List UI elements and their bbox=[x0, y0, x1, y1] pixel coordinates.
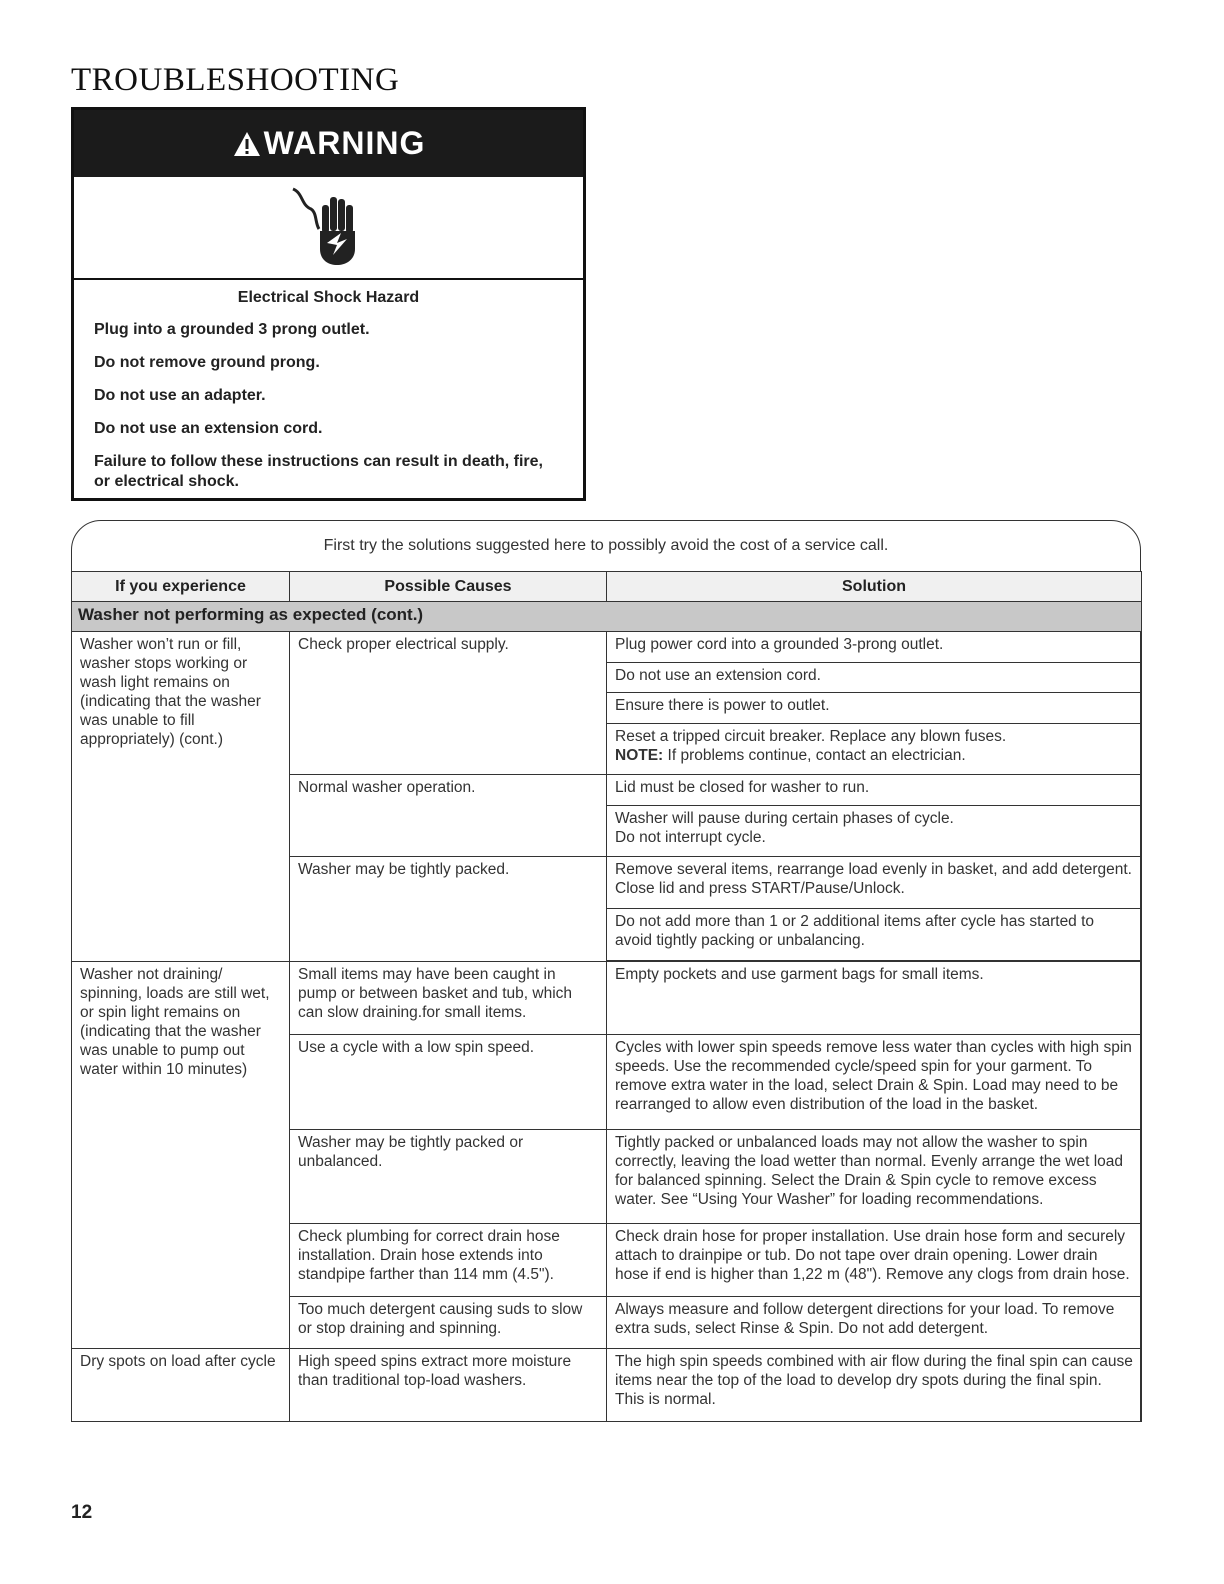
symptom-cell: Dry spots on load after cycle bbox=[72, 1348, 290, 1421]
cause-cell: Washer may be tightly packed. bbox=[290, 857, 607, 962]
warning-line: Do not use an adapter. bbox=[94, 387, 266, 404]
cause-cell: Small items may have been caught in pump or between basket and tub, which can slow draining.for small items. bbox=[290, 961, 607, 1034]
note-label: NOTE: bbox=[615, 746, 664, 764]
solution-cell: Do not use an extension cord. bbox=[607, 662, 1142, 692]
table-row bbox=[72, 961, 1142, 1034]
warning-box bbox=[71, 107, 586, 501]
solution-cell: Empty pockets and use garment bags for small items. bbox=[607, 961, 1142, 1034]
warning-line: Do not remove ground prong. bbox=[94, 354, 320, 371]
warning-header-label: WARNING bbox=[263, 125, 426, 161]
intro-text: First try the solutions suggested here to possibly avoid the cost of a service call. bbox=[323, 537, 889, 554]
cause-cell: High speed spins extract more moisture than traditional top-load washers. bbox=[290, 1348, 607, 1421]
note-text: If problems continue, contact an electrician. bbox=[663, 746, 966, 764]
solution-cell: Do not add more than 1 or 2 additional items after cycle has started to avoid tightly packing or unbalancing. bbox=[607, 909, 1142, 961]
solution-cell bbox=[607, 723, 1142, 775]
table-header-row bbox=[72, 572, 1142, 602]
section-title: Washer not performing as expected (cont.) bbox=[72, 602, 1142, 632]
column-header: If you experience bbox=[72, 572, 290, 602]
warning-line: Do not use an extension cord. bbox=[94, 420, 323, 437]
table-row bbox=[72, 1348, 1142, 1421]
column-header: Possible Causes bbox=[290, 572, 607, 602]
solution-cell: Plug power cord into a grounded 3-prong outlet. bbox=[607, 632, 1142, 662]
warning-line: Plug into a grounded 3 prong outlet. bbox=[94, 321, 370, 338]
warning-body bbox=[74, 280, 583, 492]
hazard-title: Electrical Shock Hazard bbox=[237, 289, 420, 306]
cause-cell: Normal washer operation. bbox=[290, 775, 607, 857]
electrical-shock-hand-icon bbox=[289, 183, 369, 273]
solution-cell: Always measure and follow detergent directions for your load. To remove extra suds, select Rinse & Spin. Do not add detergent. bbox=[607, 1297, 1142, 1349]
column-header: Solution bbox=[607, 572, 1142, 602]
solution-cell: Ensure there is power to outlet. bbox=[607, 693, 1142, 723]
solution-cell bbox=[607, 805, 1142, 857]
section-row bbox=[72, 602, 1142, 632]
page-number: 12 bbox=[71, 1502, 93, 1523]
solution-text: Do not interrupt cycle. bbox=[615, 828, 766, 846]
cause-cell: Check plumbing for correct drain hose installation. Drain hose extends into standpipe farther than 114 mm (4.5"). bbox=[290, 1224, 607, 1297]
page-title: TROUBLESHOOTING bbox=[71, 62, 400, 98]
cause-cell: Use a cycle with a low spin speed. bbox=[290, 1035, 607, 1130]
cause-cell: Washer may be tightly packed or unbalanced. bbox=[290, 1129, 607, 1224]
warning-icon-area bbox=[74, 177, 583, 280]
warning-line: Failure to follow these instructions can result in death, fire, or electrical shock. bbox=[94, 453, 543, 490]
solution-cell: Cycles with lower spin speeds remove less water than cycles with high spin speeds. Use the recommended cycle/speed spin for your garment. To remove extra water in the load, select Drain & Spin. Load may need to be rearranged to allow even distribution of the load in the basket. bbox=[607, 1035, 1142, 1130]
solution-cell: Tightly packed or unbalanced loads may not allow the washer to spin correctly, leaving the load wetter than normal. Evenly arrange the wet load for balanced spinning. Select the Drain & Spin cycle to remove excess water. See “Using Your Washer” for loading recommendations. bbox=[607, 1129, 1142, 1224]
solution-cell: Check drain hose for proper installation. Use drain hose form and securely attach to drainpipe or tub. Do not tape over drain opening. Lower drain hose if end is higher than 1,22 m (48"). Remove any clogs from drain hose. bbox=[607, 1224, 1142, 1297]
cause-cell: Too much detergent causing suds to slow or stop draining and spinning. bbox=[290, 1297, 607, 1349]
solution-text: Reset a tripped circuit breaker. Replace any blown fuses. bbox=[615, 727, 1007, 745]
solution-cell: Lid must be closed for washer to run. bbox=[607, 775, 1142, 805]
warning-triangle-icon bbox=[232, 130, 262, 158]
symptom-cell: Washer not draining/ spinning, loads are still wet, or spin light remains on (indicating that the washer was unable to pump out water within 10 minutes) bbox=[72, 961, 290, 1348]
solution-text: Washer will pause during certain phases of cycle. bbox=[615, 809, 954, 827]
solution-cell: The high spin speeds combined with air flow during the final spin can cause items near the top of the load to develop dry spots during the final spin. This is normal. bbox=[607, 1348, 1142, 1421]
cause-cell: Check proper electrical supply. bbox=[290, 632, 607, 775]
warning-header bbox=[74, 110, 583, 177]
symptom-cell: Washer won’t run or fill, washer stops working or wash light remains on (indicating that the washer was unable to fill appropriately) (cont.) bbox=[72, 632, 290, 962]
note bbox=[615, 746, 1133, 765]
troubleshooting-table bbox=[71, 571, 1142, 1422]
solution-cell: Remove several items, rearrange load evenly in basket, and add detergent. Close lid and press START/Pause/Unlock. bbox=[607, 857, 1142, 909]
table-row bbox=[72, 632, 1142, 662]
